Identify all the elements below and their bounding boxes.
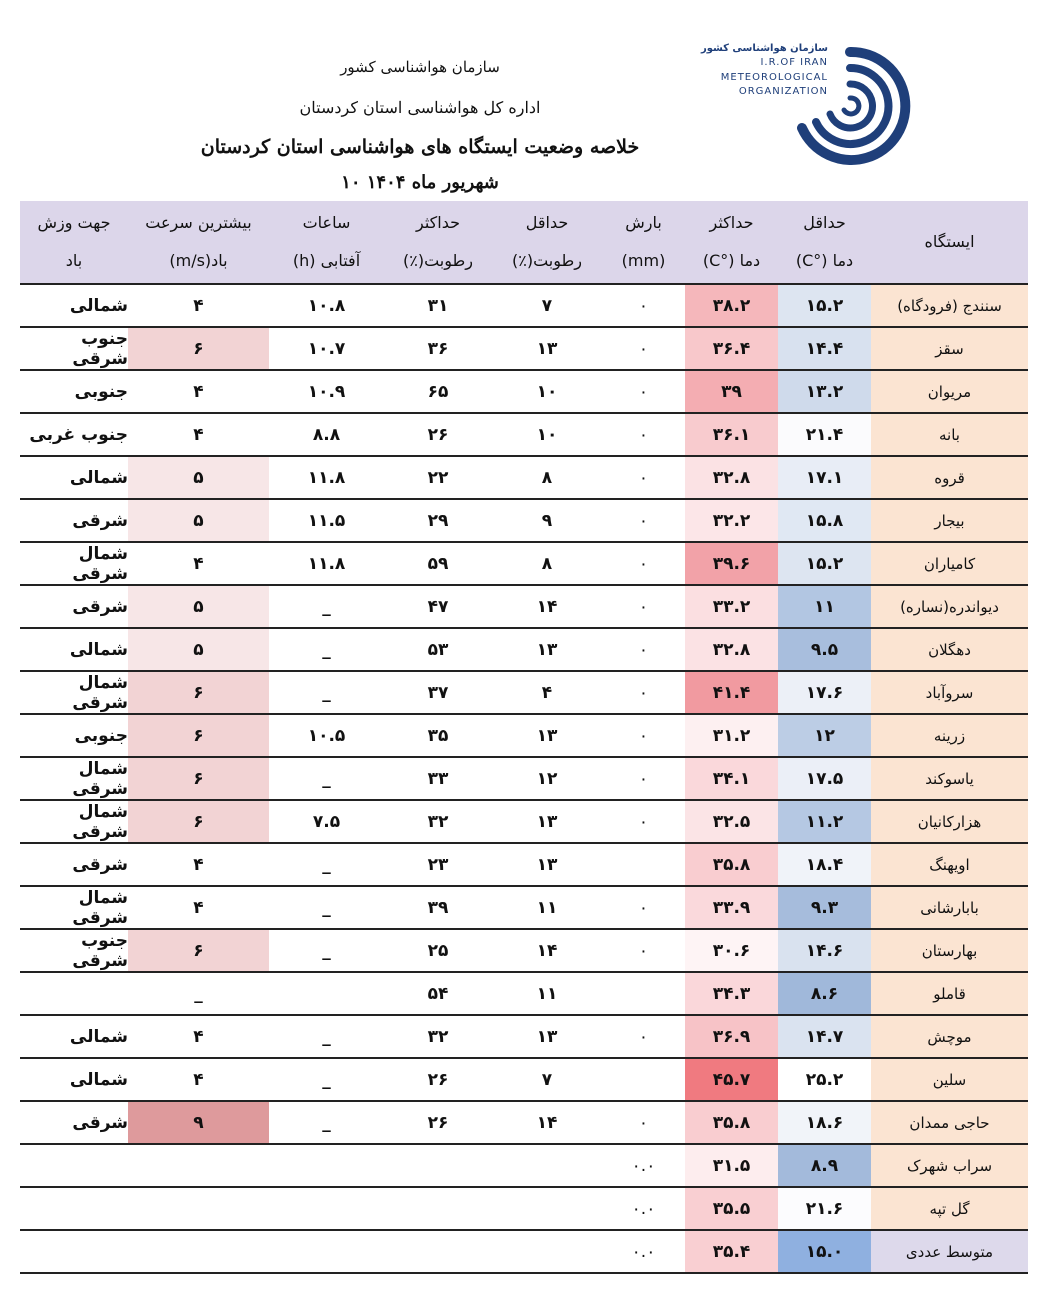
station-name-cell: کامیاران (871, 542, 1028, 585)
logo-text-en-3: ORGANIZATION (738, 86, 828, 97)
precipitation-cell (602, 1058, 685, 1101)
precipitation-cell: ۰ (602, 370, 685, 413)
station-name-cell: متوسط عددی (871, 1230, 1028, 1273)
precipitation-cell: ۰ (602, 886, 685, 929)
sunshine-hours-cell (269, 1144, 384, 1187)
average-row (20, 1230, 1028, 1273)
wind-direction-cell: شمال شرقی (20, 800, 128, 843)
max-wind-speed-cell: ۹ (128, 1101, 269, 1144)
stations-table (20, 201, 1028, 1274)
column-header (384, 201, 492, 284)
max-temp-cell: ۴۱.۴ (685, 671, 778, 714)
max-humidity-cell: ۶۵ (384, 370, 492, 413)
column-header (269, 201, 384, 284)
table-row (20, 1144, 1028, 1187)
max-wind-speed-cell: ۶ (128, 757, 269, 800)
wind-direction-cell: شمالی (20, 628, 128, 671)
station-name-cell: سلین (871, 1058, 1028, 1101)
sunshine-hours-cell: ۱۱.۸ (269, 542, 384, 585)
wind-direction-cell (20, 1230, 128, 1273)
min-temp-cell: ۱۴.۴ (778, 327, 871, 370)
column-header-line2: باد (65, 251, 83, 270)
min-humidity-cell (492, 1230, 602, 1273)
precipitation-cell: ۰ (602, 714, 685, 757)
column-header-line1: حداکثر (415, 213, 460, 232)
min-temp-cell: ۱۴.۶ (778, 929, 871, 972)
station-name-cell: قاملو (871, 972, 1028, 1015)
max-temp-cell: ۳۲.۸ (685, 628, 778, 671)
precipitation-cell: ۰ (602, 585, 685, 628)
max-humidity-cell (384, 1144, 492, 1187)
min-humidity-cell: ۸ (492, 542, 602, 585)
table-header-row (20, 201, 1028, 284)
min-humidity-cell: ۱۴ (492, 585, 602, 628)
sunshine-hours-cell: _ (269, 628, 384, 671)
table-row (20, 1101, 1028, 1144)
min-humidity-cell: ۴ (492, 671, 602, 714)
sunshine-hours-cell: _ (269, 757, 384, 800)
min-humidity-cell: ۱۳ (492, 843, 602, 886)
wind-direction-cell: جنوب شرقی (20, 327, 128, 370)
table-row (20, 499, 1028, 542)
station-name-cell: زرینه (871, 714, 1028, 757)
sunshine-hours-cell: _ (269, 585, 384, 628)
sunshine-hours-cell: _ (269, 1015, 384, 1058)
column-header-line1: بارش (625, 213, 662, 232)
max-humidity-cell: ۲۵ (384, 929, 492, 972)
sunshine-hours-cell: ۱۱.۸ (269, 456, 384, 499)
max-humidity-cell: ۲۹ (384, 499, 492, 542)
wind-direction-cell: شرقی (20, 585, 128, 628)
max-temp-cell: ۳۲.۲ (685, 499, 778, 542)
column-header-line1: بیشترین سرعت (145, 213, 252, 232)
table-row (20, 456, 1028, 499)
table-row (20, 370, 1028, 413)
wind-direction-cell: شمالی (20, 456, 128, 499)
logo-text-en-2: METEOROLOGICAL (720, 72, 828, 83)
logo-text-en-1: I.R.OF IRAN (760, 57, 828, 68)
min-humidity-cell: ۱۳ (492, 1015, 602, 1058)
station-name-cell: گل تپه (871, 1187, 1028, 1230)
min-temp-cell: ۲۵.۲ (778, 1058, 871, 1101)
max-humidity-cell: ۳۵ (384, 714, 492, 757)
max-humidity-cell: ۲۶ (384, 1058, 492, 1101)
max-temp-cell: ۳۵.۸ (685, 1101, 778, 1144)
min-temp-cell: ۸.۶ (778, 972, 871, 1015)
station-name-cell: بهارستان (871, 929, 1028, 972)
table-row (20, 800, 1028, 843)
min-temp-cell: ۸.۹ (778, 1144, 871, 1187)
min-humidity-cell: ۱۰ (492, 370, 602, 413)
station-name-cell: بیجار (871, 499, 1028, 542)
min-temp-cell: ۲۱.۶ (778, 1187, 871, 1230)
precipitation-cell: ۰.۰ (602, 1230, 685, 1273)
precipitation-cell: ۰ (602, 413, 685, 456)
table-row (20, 972, 1028, 1015)
sunshine-hours-cell (269, 1187, 384, 1230)
max-temp-cell: ۳۵.۴ (685, 1230, 778, 1273)
min-humidity-cell: ۱۲ (492, 757, 602, 800)
min-temp-cell: ۱۷.۱ (778, 456, 871, 499)
min-humidity-cell: ۱۱ (492, 886, 602, 929)
max-wind-speed-cell: ۶ (128, 800, 269, 843)
max-temp-cell: ۳۳.۲ (685, 585, 778, 628)
min-temp-cell: ۱۲ (778, 714, 871, 757)
max-temp-cell: ۳۴.۱ (685, 757, 778, 800)
min-temp-cell: ۱۱.۲ (778, 800, 871, 843)
precipitation-cell (602, 843, 685, 886)
min-humidity-cell: ۱۳ (492, 628, 602, 671)
department-name: اداره کل هواشناسی استان کردستان (299, 98, 541, 117)
max-wind-speed-cell: ۴ (128, 843, 269, 886)
precipitation-cell: ۰ (602, 499, 685, 542)
wind-direction-cell (20, 1144, 128, 1187)
report-title: خلاصه وضعیت ایستگاه های هواشناسی استان کردستان (200, 136, 640, 158)
min-temp-cell: ۱۵.۸ (778, 499, 871, 542)
station-name-cell: سقز (871, 327, 1028, 370)
min-humidity-cell (492, 1187, 602, 1230)
min-temp-cell: ۲۱.۴ (778, 413, 871, 456)
column-header-line1: ایستگاه (924, 232, 975, 251)
min-humidity-cell (492, 1144, 602, 1187)
table-row (20, 671, 1028, 714)
column-header-line2: (mm) (621, 251, 666, 270)
max-temp-cell: ۳۹ (685, 370, 778, 413)
column-header-line2: باد(m/s) (169, 251, 228, 270)
max-wind-speed-cell: ۴ (128, 413, 269, 456)
max-temp-cell: ۴۵.۷ (685, 1058, 778, 1101)
precipitation-cell: ۰ (602, 327, 685, 370)
max-humidity-cell: ۳۲ (384, 800, 492, 843)
table-row (20, 628, 1028, 671)
min-humidity-cell: ۸ (492, 456, 602, 499)
wind-direction-cell: شرقی (20, 843, 128, 886)
sunshine-hours-cell: _ (269, 1101, 384, 1144)
station-name-cell: اویهنگ (871, 843, 1028, 886)
wind-direction-cell: شمالی (20, 1058, 128, 1101)
min-temp-cell: ۱۵.۰ (778, 1230, 871, 1273)
max-humidity-cell: ۲۶ (384, 1101, 492, 1144)
max-humidity-cell: ۵۳ (384, 628, 492, 671)
station-name-cell: سنندج (فرودگاه) (871, 284, 1028, 327)
station-name-cell: بانه (871, 413, 1028, 456)
max-wind-speed-cell: ۶ (128, 929, 269, 972)
min-temp-cell: ۱۵.۲ (778, 284, 871, 327)
max-wind-speed-cell: ۶ (128, 327, 269, 370)
precipitation-cell: ۰ (602, 456, 685, 499)
max-humidity-cell: ۴۷ (384, 585, 492, 628)
wind-direction-cell: شمال شرقی (20, 886, 128, 929)
wind-direction-cell: شمال شرقی (20, 671, 128, 714)
column-header-line2: رطوبت(٪) (512, 251, 582, 270)
min-humidity-cell: ۷ (492, 284, 602, 327)
column-header-line2: آفتابی (h) (292, 251, 361, 270)
max-humidity-cell: ۲۳ (384, 843, 492, 886)
precipitation-cell: ۰ (602, 1101, 685, 1144)
table-row (20, 886, 1028, 929)
max-humidity-cell (384, 1187, 492, 1230)
column-header (871, 201, 1028, 284)
station-name-cell: مریوان (871, 370, 1028, 413)
station-name-cell: بابارشانی (871, 886, 1028, 929)
wind-direction-cell: جنوب غربی (20, 413, 128, 456)
column-header-line1: حداقل (803, 213, 846, 232)
sunshine-hours-cell: ۱۰.۵ (269, 714, 384, 757)
sunshine-hours-cell: _ (269, 1058, 384, 1101)
max-wind-speed-cell: ۶ (128, 671, 269, 714)
min-humidity-cell: ۱۴ (492, 1101, 602, 1144)
min-humidity-cell: ۱۳ (492, 800, 602, 843)
org-name: سازمان هواشناسی کشور (340, 58, 500, 76)
max-humidity-cell: ۵۹ (384, 542, 492, 585)
station-name-cell: سراب شهرک (871, 1144, 1028, 1187)
column-header (602, 201, 685, 284)
spiral-emblem-icon (788, 44, 912, 168)
min-humidity-cell: ۹ (492, 499, 602, 542)
max-wind-speed-cell: ۴ (128, 284, 269, 327)
sunshine-hours-cell: _ (269, 843, 384, 886)
max-wind-speed-cell (128, 1187, 269, 1230)
max-wind-speed-cell: ۴ (128, 1058, 269, 1101)
station-name-cell: قروه (871, 456, 1028, 499)
precipitation-cell: ۰ (602, 542, 685, 585)
precipitation-cell (602, 972, 685, 1015)
wind-direction-cell (20, 1187, 128, 1230)
max-temp-cell: ۳۲.۵ (685, 800, 778, 843)
min-temp-cell: ۹.۵ (778, 628, 871, 671)
table-row (20, 542, 1028, 585)
column-header (778, 201, 871, 284)
min-humidity-cell: ۷ (492, 1058, 602, 1101)
max-wind-speed-cell: ۵ (128, 628, 269, 671)
table-row (20, 929, 1028, 972)
min-humidity-cell: ۱۱ (492, 972, 602, 1015)
wind-direction-cell (20, 972, 128, 1015)
max-temp-cell: ۳۲.۸ (685, 456, 778, 499)
max-temp-cell: ۳۱.۲ (685, 714, 778, 757)
wind-direction-cell: جنوبی (20, 370, 128, 413)
max-wind-speed-cell: _ (128, 972, 269, 1015)
max-humidity-cell: ۳۲ (384, 1015, 492, 1058)
max-wind-speed-cell: ۴ (128, 1015, 269, 1058)
sunshine-hours-cell: _ (269, 929, 384, 972)
min-temp-cell: ۱۸.۴ (778, 843, 871, 886)
wind-direction-cell: شمال شرقی (20, 757, 128, 800)
table-row (20, 413, 1028, 456)
table-row (20, 1015, 1028, 1058)
max-temp-cell: ۳۴.۳ (685, 972, 778, 1015)
min-temp-cell: ۱۴.۷ (778, 1015, 871, 1058)
table-row (20, 843, 1028, 886)
max-temp-cell: ۳۵.۵ (685, 1187, 778, 1230)
column-header-line2: رطوبت(٪) (403, 251, 473, 270)
sunshine-hours-cell: ۱۰.۹ (269, 370, 384, 413)
table-row (20, 585, 1028, 628)
sunshine-hours-cell: _ (269, 886, 384, 929)
precipitation-cell: ۰ (602, 929, 685, 972)
max-temp-cell: ۳۸.۲ (685, 284, 778, 327)
max-wind-speed-cell (128, 1230, 269, 1273)
max-wind-speed-cell: ۴ (128, 542, 269, 585)
sunshine-hours-cell: ۱۱.۵ (269, 499, 384, 542)
max-humidity-cell: ۳۹ (384, 886, 492, 929)
max-humidity-cell: ۳۶ (384, 327, 492, 370)
table-row (20, 1187, 1028, 1230)
meteorological-organization-logo (692, 40, 912, 172)
max-humidity-cell (384, 1230, 492, 1273)
sunshine-hours-cell: ۷.۵ (269, 800, 384, 843)
max-humidity-cell: ۳۷ (384, 671, 492, 714)
precipitation-cell: ۰ (602, 284, 685, 327)
column-header-line1: جهت وزش (37, 213, 111, 232)
max-temp-cell: ۳۶.۱ (685, 413, 778, 456)
min-temp-cell: ۱۷.۶ (778, 671, 871, 714)
station-name-cell: حاجی ممدان (871, 1101, 1028, 1144)
max-humidity-cell: ۲۶ (384, 413, 492, 456)
max-temp-cell: ۳۱.۵ (685, 1144, 778, 1187)
min-temp-cell: ۱۸.۶ (778, 1101, 871, 1144)
max-wind-speed-cell: ۵ (128, 456, 269, 499)
max-temp-cell: ۳۹.۶ (685, 542, 778, 585)
sunshine-hours-cell: ۱۰.۸ (269, 284, 384, 327)
max-temp-cell: ۳۶.۹ (685, 1015, 778, 1058)
min-humidity-cell: ۱۳ (492, 327, 602, 370)
max-humidity-cell: ۲۲ (384, 456, 492, 499)
max-temp-cell: ۳۰.۶ (685, 929, 778, 972)
table-row (20, 284, 1028, 327)
precipitation-cell: ۰.۰ (602, 1144, 685, 1187)
station-name-cell: دهگلان (871, 628, 1028, 671)
min-temp-cell: ۹.۳ (778, 886, 871, 929)
min-temp-cell: ۱۵.۲ (778, 542, 871, 585)
max-wind-speed-cell: ۵ (128, 499, 269, 542)
precipitation-cell: ۰ (602, 757, 685, 800)
min-temp-cell: ۱۳.۲ (778, 370, 871, 413)
max-humidity-cell: ۳۱ (384, 284, 492, 327)
max-wind-speed-cell: ۴ (128, 370, 269, 413)
column-header (20, 201, 128, 284)
precipitation-cell: ۰ (602, 628, 685, 671)
precipitation-cell: ۰ (602, 800, 685, 843)
wind-direction-cell: شرقی (20, 499, 128, 542)
station-name-cell: دیواندره(نساره) (871, 585, 1028, 628)
wind-direction-cell: شمالی (20, 284, 128, 327)
report-date: ۱۰ شهریور ماه ۱۴۰۴ (341, 172, 499, 193)
table-row (20, 1058, 1028, 1101)
column-header-line1: حداکثر (709, 213, 754, 232)
min-humidity-cell: ۱۰ (492, 413, 602, 456)
min-humidity-cell: ۱۳ (492, 714, 602, 757)
table-body (20, 284, 1028, 1273)
max-temp-cell: ۳۵.۸ (685, 843, 778, 886)
precipitation-cell: ۰.۰ (602, 1187, 685, 1230)
column-header (685, 201, 778, 284)
wind-direction-cell: شمالی (20, 1015, 128, 1058)
precipitation-cell: ۰ (602, 671, 685, 714)
sunshine-hours-cell: ۱۰.۷ (269, 327, 384, 370)
station-name-cell: یاسوکند (871, 757, 1028, 800)
max-temp-cell: ۳۶.۴ (685, 327, 778, 370)
column-header-line2: دما (°C) (702, 251, 761, 270)
max-wind-speed-cell: ۴ (128, 886, 269, 929)
max-wind-speed-cell: ۵ (128, 585, 269, 628)
wind-direction-cell: جنوب شرقی (20, 929, 128, 972)
table-row (20, 714, 1028, 757)
max-wind-speed-cell: ۶ (128, 714, 269, 757)
column-header-line2: دما (°C) (795, 251, 854, 270)
precipitation-cell: ۰ (602, 1015, 685, 1058)
column-header-line1: ساعات (302, 213, 351, 232)
column-header (492, 201, 602, 284)
column-header-line1: حداقل (525, 213, 569, 232)
min-temp-cell: ۱۷.۵ (778, 757, 871, 800)
max-humidity-cell: ۳۳ (384, 757, 492, 800)
wind-direction-cell: شرقی (20, 1101, 128, 1144)
station-name-cell: هزارکانیان (871, 800, 1028, 843)
logo-text-fa: سازمان هواشناسی کشور (700, 43, 828, 54)
sunshine-hours-cell: ۸.۸ (269, 413, 384, 456)
sunshine-hours-cell (269, 972, 384, 1015)
station-name-cell: موچش (871, 1015, 1028, 1058)
min-humidity-cell: ۱۴ (492, 929, 602, 972)
sunshine-hours-cell (269, 1230, 384, 1273)
table-row (20, 757, 1028, 800)
sunshine-hours-cell: _ (269, 671, 384, 714)
column-header (128, 201, 269, 284)
wind-direction-cell: جنوبی (20, 714, 128, 757)
max-temp-cell: ۳۳.۹ (685, 886, 778, 929)
min-temp-cell: ۱۱ (778, 585, 871, 628)
max-humidity-cell: ۵۴ (384, 972, 492, 1015)
station-name-cell: سروآباد (871, 671, 1028, 714)
table-row (20, 327, 1028, 370)
max-wind-speed-cell (128, 1144, 269, 1187)
wind-direction-cell: شمال شرقی (20, 542, 128, 585)
